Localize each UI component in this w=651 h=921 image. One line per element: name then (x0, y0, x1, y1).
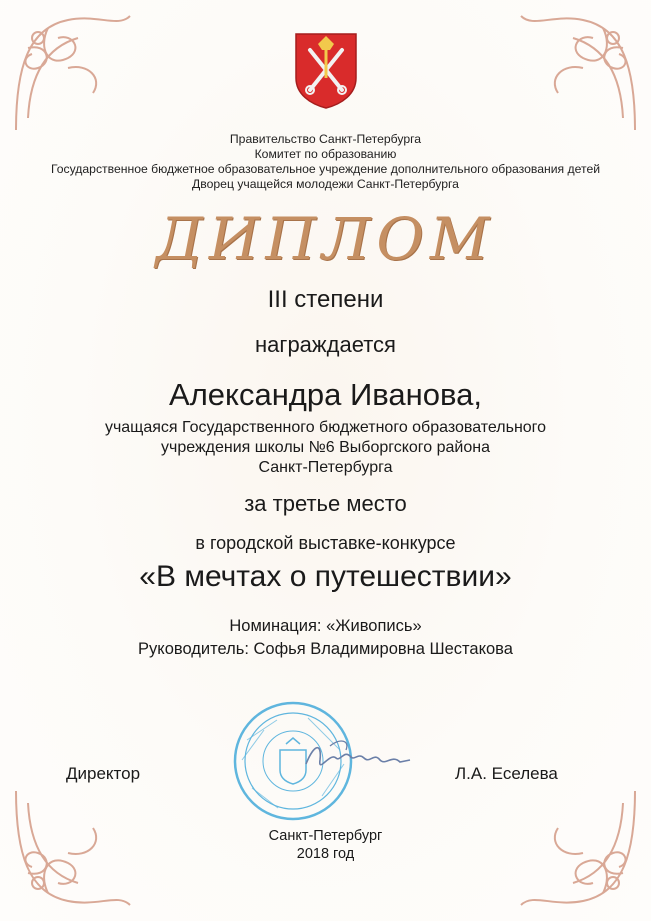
diploma-title: ДИПЛОМ (155, 205, 496, 273)
contest-name: «В мечтах о путешествии» (139, 560, 512, 593)
header-palace: Дворец учащейся молодежи Санкт-Петербурга (192, 177, 459, 191)
footer-year: 2018 год (296, 846, 355, 862)
recipient-school-line2: учреждения школы №6 Выборгского района (160, 439, 490, 456)
coat-of-arms-icon (292, 30, 360, 110)
contest-label: в городской выставке-конкурсе (195, 533, 456, 553)
director-signature (300, 734, 415, 782)
corner-ornament-top-right (513, 8, 643, 138)
header-institution: Государственное бюджетное образовательное учреждение дополнительного образования детей (50, 162, 601, 176)
header-committee: Комитет по образованию (254, 147, 397, 161)
nomination: Номинация: «Живопись» (229, 617, 422, 635)
director-label: Директор (66, 764, 141, 783)
recipient-name: Александра Иванова, (169, 377, 482, 412)
place-text: за третье место (244, 491, 407, 516)
supervisor: Руководитель: Софья Владимировна Шестакова (138, 640, 513, 658)
footer-city: Санкт-Петербург (268, 828, 383, 844)
director-name: Л.А. Еселева (455, 764, 558, 783)
awarded-text: награждается (255, 332, 396, 357)
recipient-school-line3: Санкт-Петербурга (258, 459, 393, 476)
corner-ornament-top-left (8, 8, 138, 138)
diploma-degree: III степени (267, 286, 384, 313)
recipient-school-line1: учащаяся Государственного бюджетного образовательного (104, 419, 547, 436)
header-government: Правительство Санкт-Петербурга (229, 132, 422, 146)
